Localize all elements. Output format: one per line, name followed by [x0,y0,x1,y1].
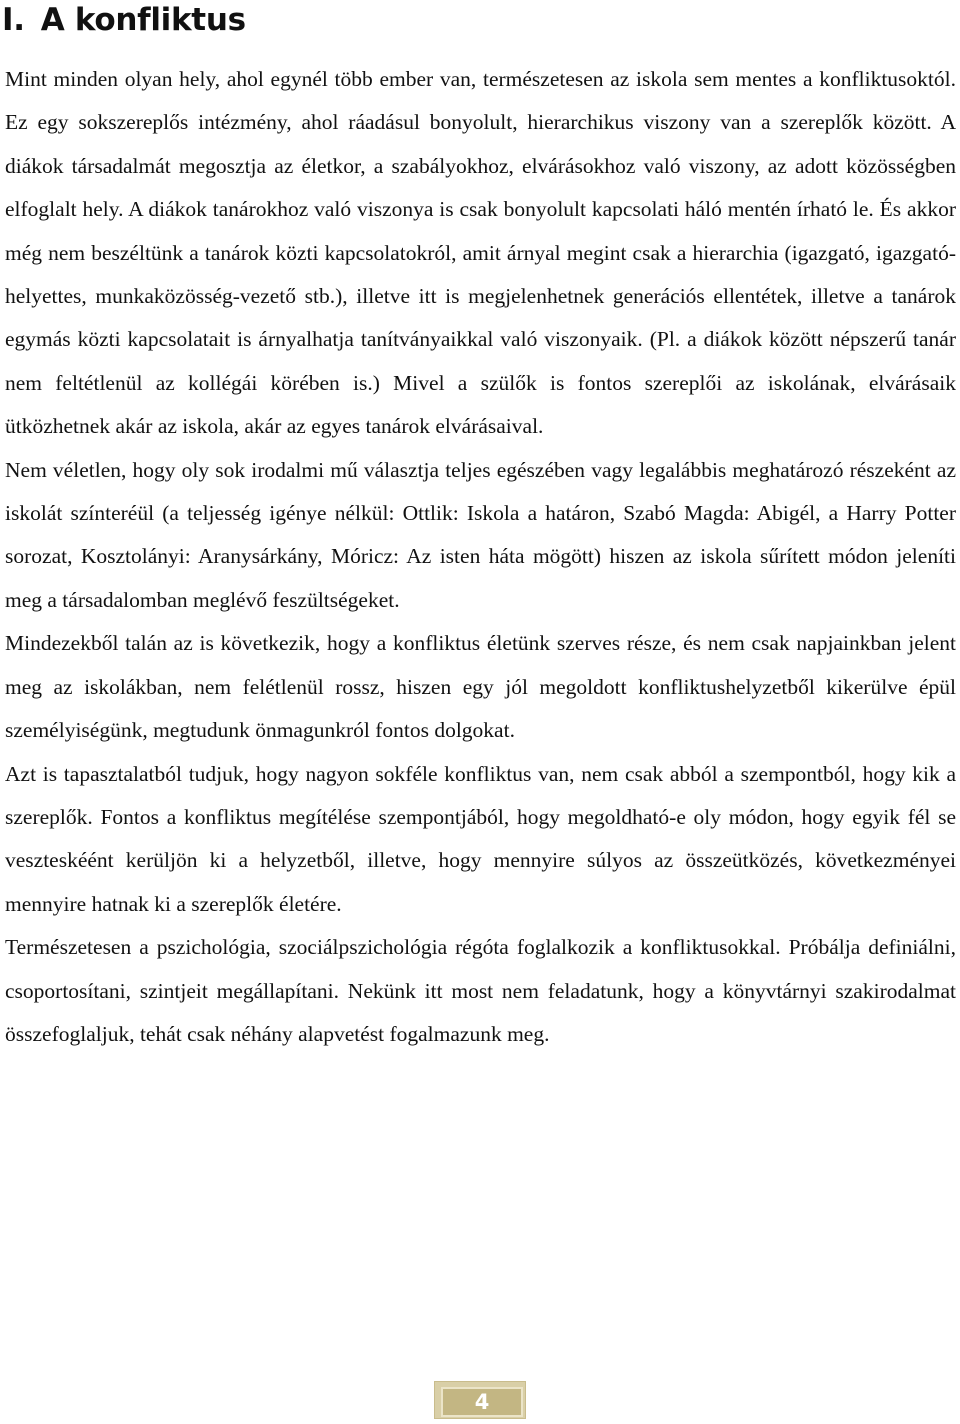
paragraph: Természetesen a pszichológia, szociálpszichológia régóta foglalkozik a konfliktusokkal. Próbálja definiálni, csoportosítani, szintjeit megállapítani. Nekünk itt most nem feladatunk, hogy a könyvtárnyi szakirodalmat összefoglaljuk, tehát csak néhány alapvetést fogalmazunk meg. [5,935,956,1046]
body-text [5,58,956,1056]
page-number: 4 [441,1387,523,1417]
paragraph: Mint minden olyan hely, ahol egynél több ember van, természetesen az iskola sem mentes a konfliktusoktól. Ez egy sokszereplős intézmény, ahol ráadásul bonyolult, hierarchikus viszony van a szereplők között. A diákok társadalmát megosztja az életkor, a szabályokhoz, elvárásokhoz való viszony, az adott közösségben elfoglalt hely. A diákok tanárokhoz való viszonya is csak bonyolult kapcsolati háló mentén írható le. És akkor még nem beszéltünk a tanárok közti kapcsolatokról, amit árnyal megint csak a hierarchia (igazgató, igazgató-helyettes, munkaközösség-vezető stb.), illetve itt is megjelenhetnek generációs ellentétek, illetve a tanárok egymás közti kapcsolatait is árnyalhatja tanítványaikkal való viszonyaik. (Pl. a diákok között népszerű tanár nem feltétlenül az kollégái körében is.) Mivel a szülők is fontos szereplői az iskolának, elvárásaik ütközhetnek akár az iskola, akár az egyes tanárok elvárásaival. [5,67,956,439]
chapter-heading [2,0,246,42]
paragraph: Azt is tapasztalatból tudjuk, hogy nagyon sokféle konfliktus van, nem csak abból a szempontból, hogy kik a szereplők. Fontos a konfliktus megítélése szempontjából, hogy megoldható-e oly módon, hogy egyik fél se veszteskéént kerüljön ki a helyzetből, illetve, hogy mennyire súlyos az összeütközés, következményei mennyire hatnak ki a szereplők életére. [5,761,956,916]
chapter-number: I. [2,2,25,38]
page-number-badge [434,1381,526,1419]
paragraph: Mindezekből talán az is következik, hogy a konfliktus életünk szerves része, és nem csak napjainkban jelent meg az iskolákban, nem felétlenül rossz, hiszen egy jól megoldott konfliktushelyzetből kikerülve épül személyiségünk, megtudunk önmagunkról fontos dolgokat. [5,631,956,743]
chapter-title: A konfliktus [40,2,246,38]
paragraph: Nem véletlen, hogy oly sok irodalmi mű választja teljes egészében vagy legalábbis meghatározó részeként az iskolát színteréül (a teljesség igénye nélkül: Ottlik: Iskola a határon, Szabó Magda: Abigél, a Harry Potter sorozat, Kosztolányi: Aranysárkány, Móricz: Az isten háta mögött) hiszen az iskola sűrített módon jeleníti meg a társadalomban meglévő feszültségeket. [5,457,956,612]
